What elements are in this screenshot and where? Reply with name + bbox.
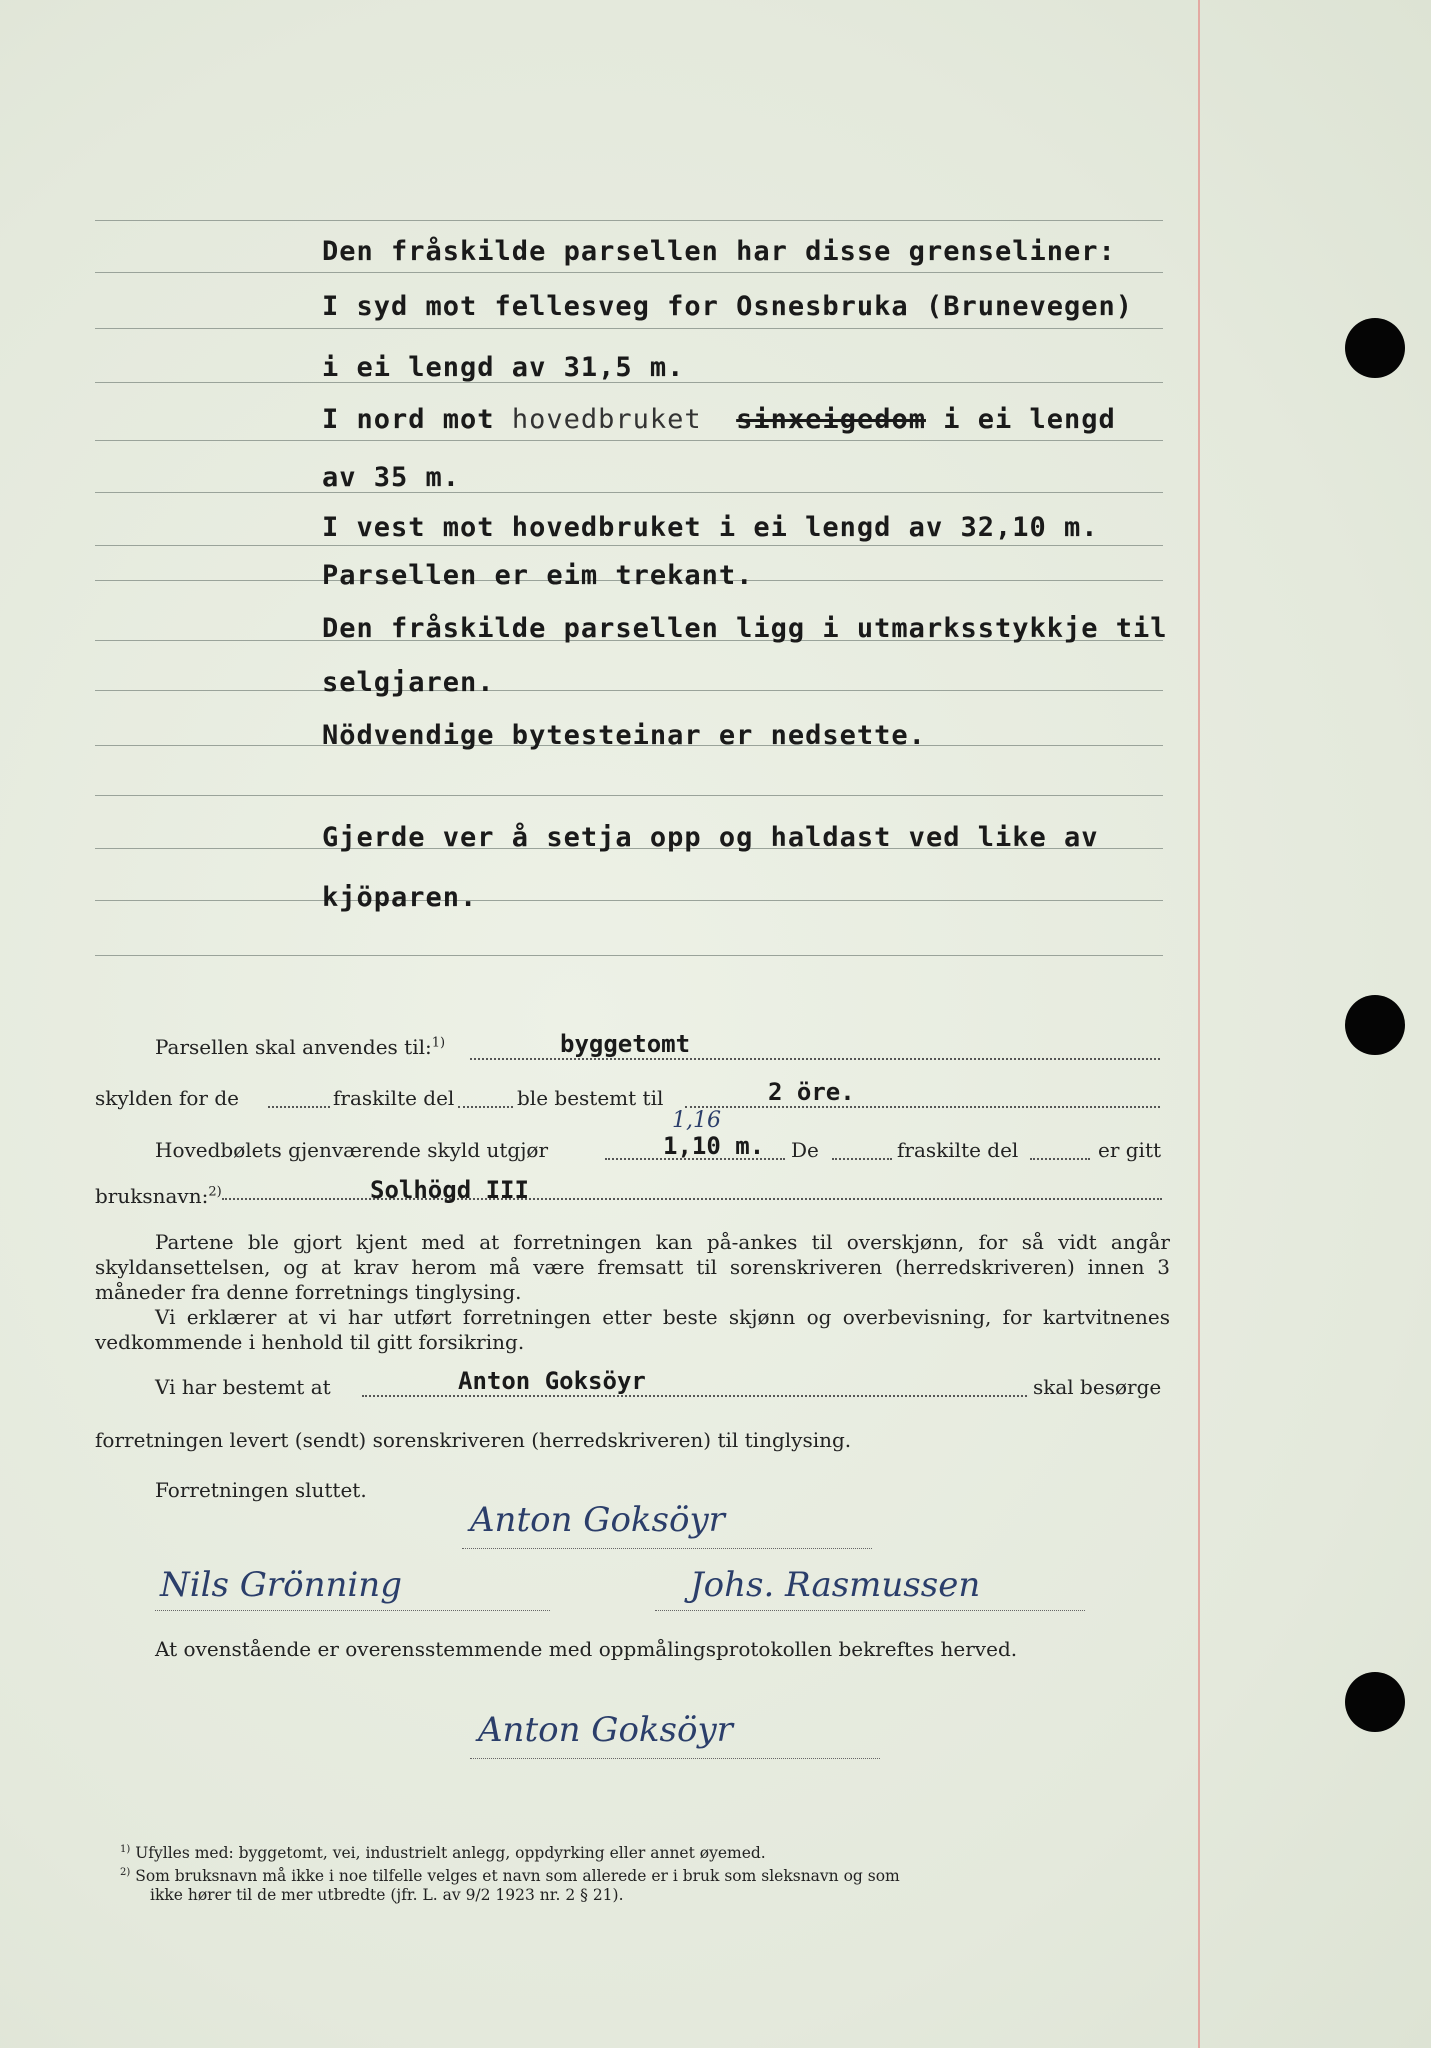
use-dotted-line	[470, 1058, 1160, 1060]
dotted-line	[685, 1106, 1160, 1108]
remaining-value: 1,10 m.	[663, 1132, 765, 1160]
signature-3: Johs. Rasmussen	[690, 1565, 981, 1605]
typed-line: kjöparen.	[322, 882, 478, 913]
confirm-text: At ovenstående er overensstemmende med oppmålingsprotokollen bekreftes herved.	[155, 1637, 1018, 1661]
signature-2: Nils Grönning	[160, 1565, 402, 1605]
appeal-paragraph: Partene ble gjort kjent med at forretningen kan på-ankes til overskjønn, for så vidt angår skyldansettelsen, og at krav herom må være fremsatt til sorenskriveren (herredskriveren) innen 3 måneder fra denne forretnings tinglysing.	[95, 1230, 1170, 1304]
margin-line	[1198, 0, 1200, 2048]
remaining-mid2: fraskilte del	[897, 1138, 1019, 1162]
closed-text: Forretningen sluttet.	[155, 1478, 367, 1502]
name-dotted-line	[222, 1198, 1162, 1200]
typed-line: i ei lengd av 31,5 m.	[322, 352, 685, 383]
ruled-line	[95, 900, 1163, 901]
ruled-line	[95, 795, 1163, 796]
footnote-1: $^{1)}$ Ufylles med: byggetomt, vei, industrielt anlegg, oppdyrking eller annet øyemed.	[120, 1844, 766, 1863]
dotted-line	[832, 1158, 892, 1160]
typed-line: Den fråskilde parsellen har disse grenseliner:	[322, 236, 1116, 267]
decided-suffix: skal besørge	[1033, 1375, 1162, 1399]
ruled-line	[95, 272, 1163, 273]
name-label: bruksnavn:$^{2)}$	[95, 1184, 222, 1208]
signature-1: Anton Goksöyr	[470, 1500, 725, 1540]
signature-4: Anton Goksöyr	[478, 1710, 733, 1750]
ruled-line	[95, 328, 1163, 329]
delivered-text: forretningen levert (sendt) sorenskriveren (herredskriveren) til tinglysing.	[95, 1428, 852, 1452]
decided-dotted-line	[362, 1395, 1027, 1397]
signature-line	[470, 1758, 880, 1759]
use-value: byggetomt	[560, 1030, 691, 1058]
north-suffix: i ei lengd	[943, 404, 1116, 435]
north-inserted: hovedbruket	[511, 404, 702, 435]
dotted-line	[458, 1106, 513, 1108]
footnote-2: $^{2)}$ Som bruksnavn må ikke i noe tilfelle velges et navn som allerede er i bruk som sleksnavn og som	[120, 1867, 900, 1886]
typed-line-north	[322, 404, 1116, 435]
north-struck: sinxeigedom	[736, 404, 926, 435]
typed-line: Gjerde ver å setja opp og haldast ved like av	[322, 822, 1099, 853]
signature-line	[462, 1548, 872, 1549]
typed-line: Den fråskilde parsellen ligg i utmarksstykkje til	[322, 613, 1168, 644]
dotted-line	[268, 1106, 330, 1108]
tax-mid2: ble bestemt til	[517, 1086, 664, 1110]
name-value: Solhögd III	[370, 1176, 529, 1204]
north-prefix: I nord mot	[322, 404, 495, 435]
signature-line	[155, 1610, 550, 1611]
handwritten-correction: 1,16	[672, 1108, 721, 1133]
typed-line: av 35 m.	[322, 462, 461, 493]
ruled-line	[95, 220, 1163, 221]
decided-label: Vi har bestemt at	[155, 1375, 331, 1399]
ruled-line	[95, 690, 1163, 691]
ruled-line	[95, 440, 1163, 441]
use-label: Parsellen skal anvendes til:$^{1)}$	[155, 1035, 446, 1059]
typed-line: Parsellen er eim trekant.	[322, 560, 754, 591]
tax-value: 2 öre.	[768, 1078, 855, 1106]
typed-line: I syd mot fellesveg for Osnesbruka (Brunevegen)	[322, 291, 1134, 322]
declaration-paragraph: Vi erklærer at vi har utført forretningen etter beste skjønn og overbevisning, for kartvitnenes vedkommende i henhold til gitt forsikring.	[95, 1305, 1170, 1354]
footnotes	[120, 1840, 900, 1905]
typed-line: selgjaren.	[322, 667, 495, 698]
remaining-suffix: er gitt	[1098, 1138, 1162, 1162]
tax-mid: fraskilte del	[333, 1086, 455, 1110]
typed-line: Nödvendige bytesteinar er nedsette.	[322, 720, 926, 751]
footnote-2-cont: ikke hører til de mer utbredte (jfr. L. av 9/2 1923 nr. 2 § 21).	[150, 1886, 624, 1905]
tax-prefix: skylden for de	[95, 1086, 239, 1110]
punch-hole-top	[1345, 318, 1405, 378]
ruled-line	[95, 545, 1163, 546]
ruled-line	[95, 955, 1163, 956]
punch-hole-middle	[1345, 995, 1405, 1055]
ruled-line	[95, 492, 1163, 493]
remaining-label: Hovedbølets gjenværende skyld utgjør	[155, 1138, 549, 1162]
decided-value: Anton Goksöyr	[458, 1367, 646, 1395]
typed-line: I vest mot hovedbruket i ei lengd av 32,10 m.	[322, 512, 1099, 543]
punch-hole-bottom	[1345, 1672, 1405, 1732]
signature-line	[655, 1610, 1085, 1611]
remaining-mid: De	[791, 1138, 819, 1162]
dotted-line	[1030, 1158, 1090, 1160]
